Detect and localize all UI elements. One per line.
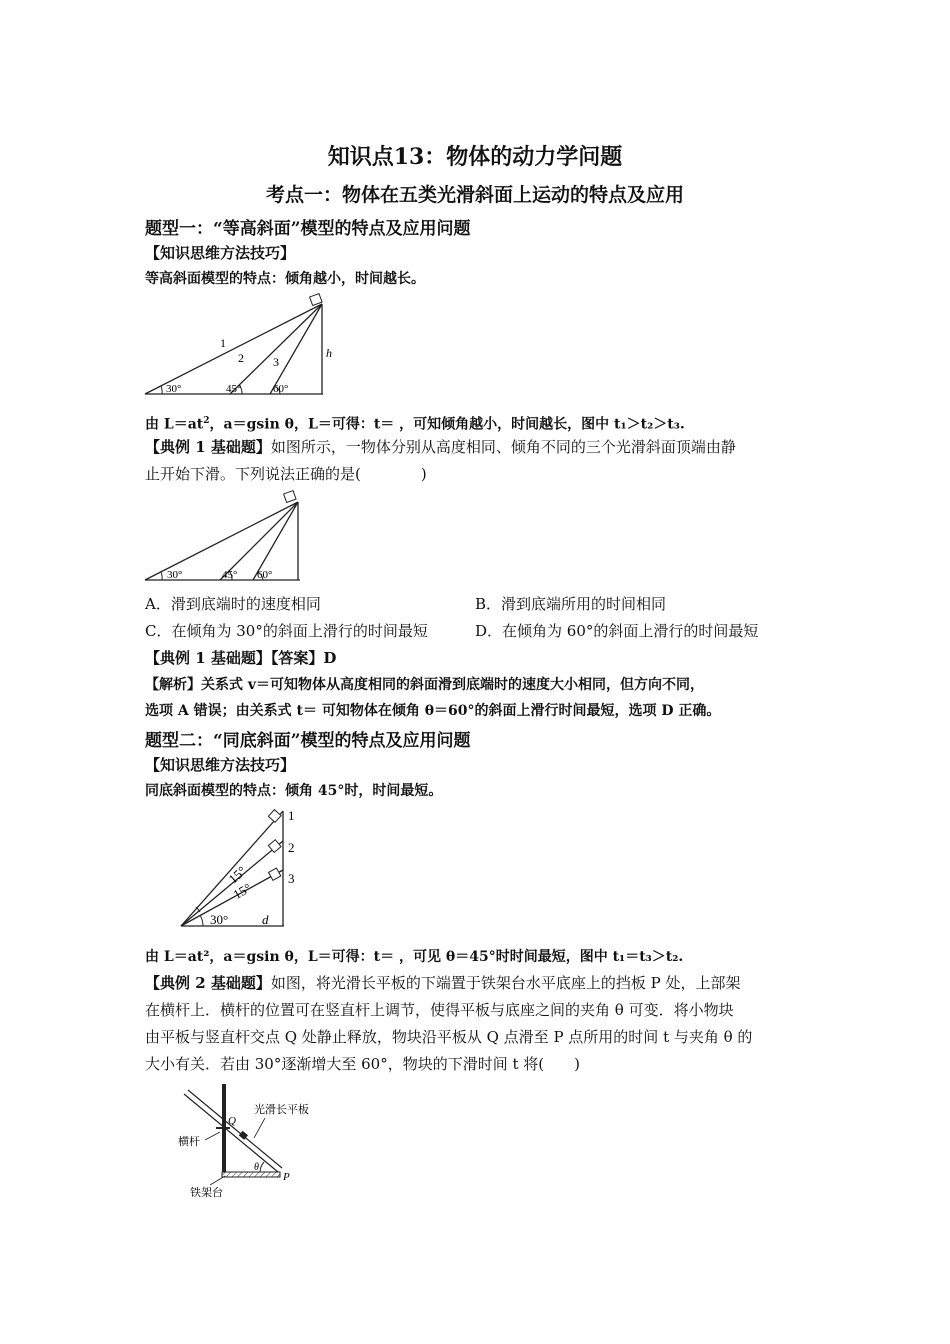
- ex2-line2: 在横杆上．横杆的位置可在竖直杆上调节，使得平板与底座之间的夹角 θ 可变．将小物块: [145, 1001, 734, 1019]
- ex2-line3: 由平板与竖直杆交点 Q 处静止释放，物块沿平板从 Q 点滑至 P 点所用的时间 t 与夹角 θ 的: [145, 1028, 753, 1046]
- crossbar-label: 横杆: [178, 1136, 200, 1148]
- angle-label-60: 60°: [273, 383, 289, 395]
- equal-height-incline-figure: [140, 292, 340, 400]
- type1-formula: [145, 410, 685, 436]
- point-p-label: P: [283, 1171, 290, 1183]
- height-label: h: [326, 346, 332, 360]
- ex1-angle-45: 45°: [222, 569, 238, 581]
- ex2-label: 【典例 2 基础题】: [145, 974, 271, 992]
- iron-stand-figure: [170, 1080, 320, 1208]
- ex1-option-a: A．滑到底端时的速度相同: [145, 595, 321, 613]
- smooth-board-label: 光滑长平板: [254, 1104, 309, 1116]
- angle-15-upper: 15°: [225, 863, 250, 887]
- type1-formula-tail: ₁＞t₂＞t₃.: [620, 416, 685, 433]
- ex1-analysis-line1: [145, 674, 704, 696]
- ex1-option-c: C．在倾角为 30°的斜面上滑行的时间最短: [145, 622, 428, 640]
- type2-formula: 由 L＝at²，a＝gsin θ，L＝可得：t＝ ，可见 θ＝45°时时间最短，图中 t₁＝t₃＞t₂.: [145, 949, 684, 965]
- angle-15-lower: 15°: [230, 879, 254, 903]
- angle-label-30: 30°: [166, 383, 182, 395]
- iron-stand-label: 铁架台: [190, 1187, 223, 1199]
- type1-skills-label: 【知识思维方法技巧】: [145, 244, 296, 262]
- base-d-label: d: [262, 912, 269, 927]
- ex1-line1: [145, 436, 736, 458]
- ex1-label: 【典例 1 基础题】: [145, 438, 271, 456]
- angle-30-label: 30°: [210, 912, 229, 927]
- angle-label-45: 45°: [226, 383, 242, 395]
- type1-heading: 题型一：“等高斜面”模型的特点及应用问题: [145, 219, 471, 239]
- ex2-text1: 如图，将光滑长平板的下端置于铁架台水平底座上的挡板 P 处，上部架: [270, 974, 741, 992]
- ex1-incline-figure: [140, 488, 310, 586]
- ex1-analysis-line2: 选项 A 错误；由关系式 t＝ 可知物体在倾角 θ＝60°的斜面上滑行时间最短，选项 D 正确。: [145, 703, 721, 719]
- type1-formula-pre: 由 L＝at: [145, 416, 204, 433]
- line-label-2: 2: [238, 351, 244, 365]
- type2-heading: 题型二：“同底斜面”模型的特点及应用问题: [145, 731, 471, 751]
- same-base-incline-figure: [176, 806, 306, 932]
- type1-formula-mid: ，a＝gsin θ，L＝可得：t＝ ，可知倾角越小，时间越长，图中 t: [209, 416, 621, 433]
- type2-feature: 同底斜面模型的特点：倾角 45°时，时间最短。: [145, 783, 443, 799]
- ex1-line2: 止开始下滑。下列说法正确的是( ): [145, 465, 427, 483]
- same-base-label-2: 2: [288, 840, 295, 855]
- line-label-3: 3: [273, 355, 279, 369]
- type1-feature: 等高斜面模型的特点：倾角越小，时间越长。: [145, 271, 425, 287]
- ex2-line1: [145, 972, 741, 994]
- ex1-text1: 如图所示，一物体分别从高度相同、倾角不同的三个光滑斜面顶端由静: [270, 438, 736, 456]
- ex2-line4: 大小有关．若由 30°逐渐增大至 60°，物块的下滑时间 t 将( ): [145, 1055, 580, 1073]
- ex1-analysis-label: 【解析】: [145, 677, 201, 693]
- ex1-option-b: B．滑到底端所用的时间相同: [475, 595, 667, 613]
- section-subtitle: 考点一：物体在五类光滑斜面上运动的特点及应用: [265, 184, 684, 206]
- same-base-label-1: 1: [288, 808, 295, 823]
- type1-formula-sup: 2: [203, 416, 210, 426]
- same-base-label-3: 3: [288, 871, 295, 886]
- line-label-1: 1: [220, 336, 226, 350]
- point-q-label: Q: [228, 1115, 236, 1127]
- ex1-angle-30: 30°: [167, 569, 183, 581]
- ex1-analysis-text1: 关系式 v＝可知物体从高度相同的斜面滑到底端时的速度大小相同，但方向不同，: [201, 677, 705, 693]
- ex1-answer: 【典例 1 基础题】【答案】D: [145, 649, 337, 667]
- ex1-angle-60: 60°: [257, 569, 273, 581]
- theta-label: θ: [254, 1162, 259, 1173]
- ex1-option-d: D．在倾角为 60°的斜面上滑行的时间最短: [475, 622, 759, 640]
- page-title: 知识点13：物体的动力学问题: [327, 144, 623, 170]
- type2-skills-label: 【知识思维方法技巧】: [145, 756, 296, 774]
